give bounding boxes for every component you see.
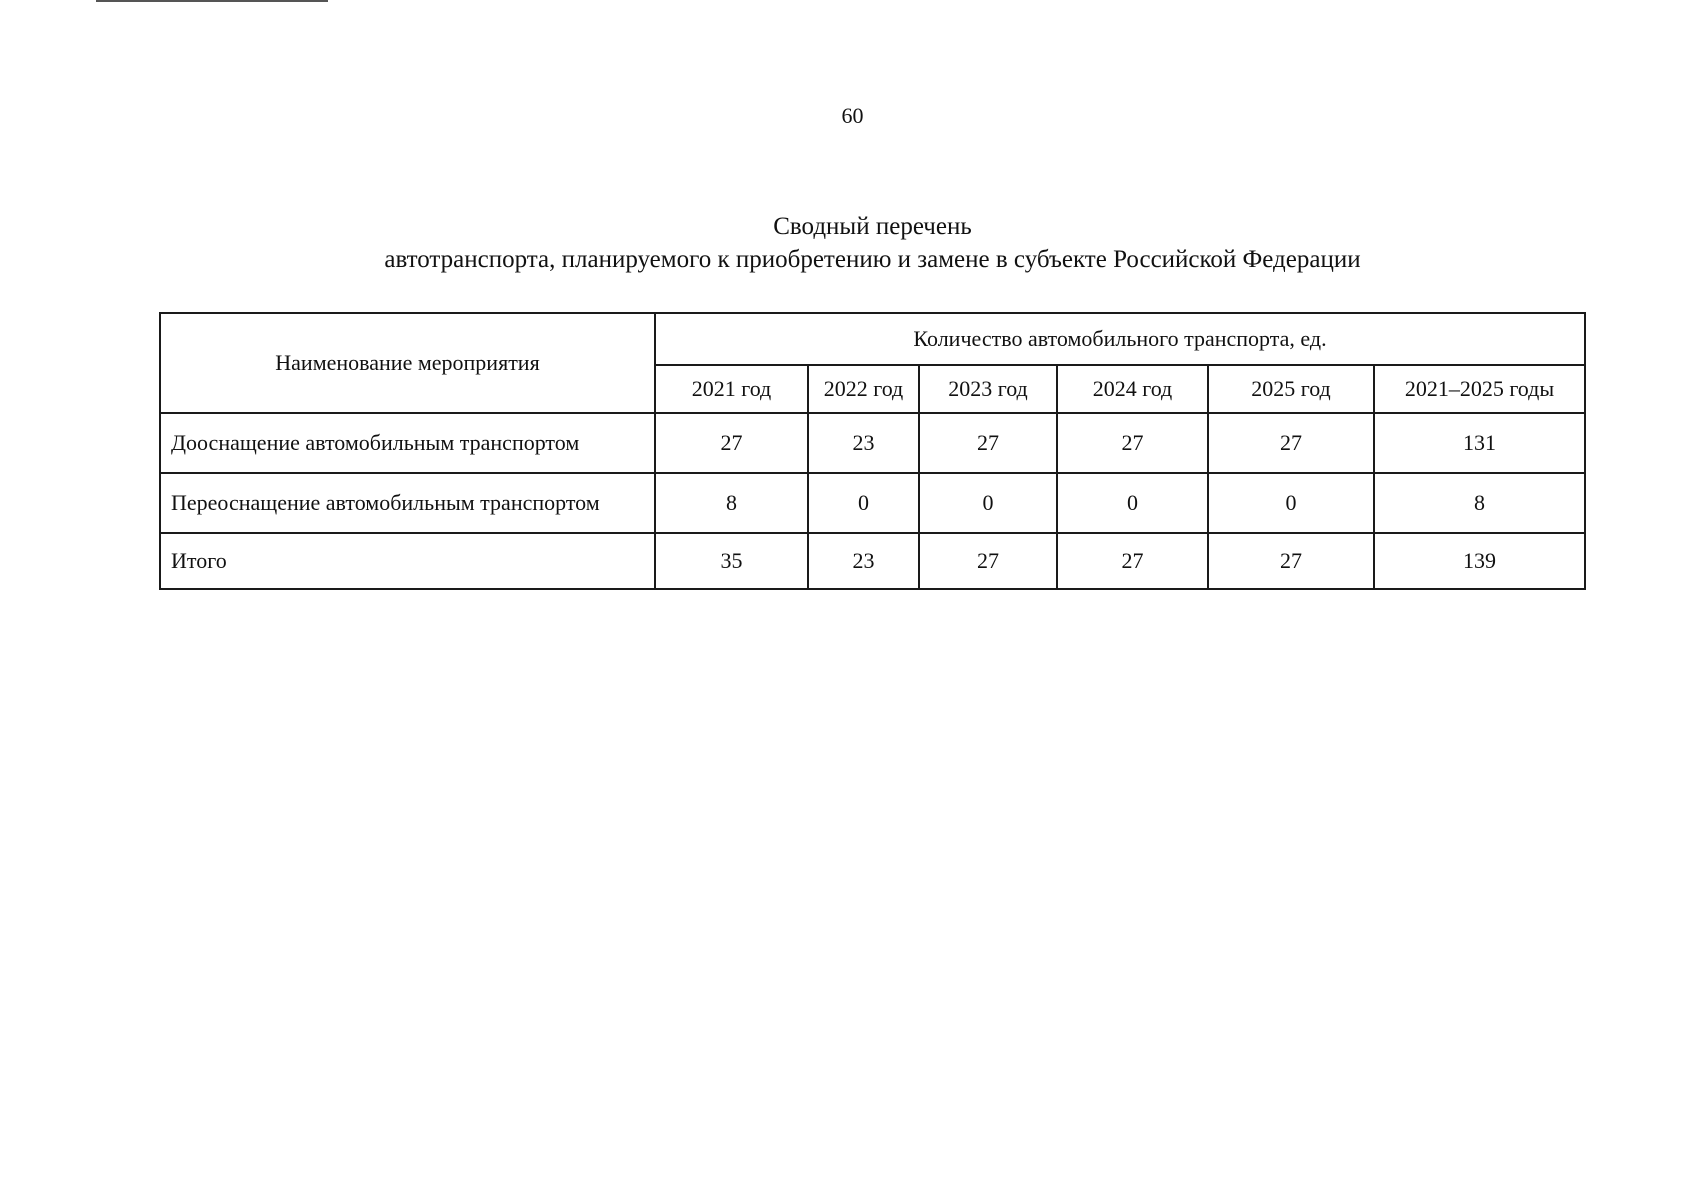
table-cell: 23 (808, 533, 919, 589)
table-cell: 27 (1208, 413, 1374, 473)
row-name: Переоснащение автомобильным транспортом (160, 473, 655, 533)
table-cell: 27 (1057, 533, 1208, 589)
table-cell: 139 (1374, 533, 1585, 589)
table-cell: 27 (655, 413, 808, 473)
table-row (160, 473, 1585, 533)
column-header-total: 2021–2025 годы (1374, 365, 1585, 413)
document-title (0, 210, 1705, 276)
table-cell: 35 (655, 533, 808, 589)
table-cell: 0 (1208, 473, 1374, 533)
column-header-2024: 2024 год (1057, 365, 1208, 413)
table-cell: 8 (655, 473, 808, 533)
table-cell: 23 (808, 413, 919, 473)
table-cell: 27 (919, 533, 1057, 589)
table-cell: 131 (1374, 413, 1585, 473)
table-cell: 0 (808, 473, 919, 533)
column-header-2023: 2023 год (919, 365, 1057, 413)
summary-table (159, 312, 1586, 590)
table-cell: 0 (1057, 473, 1208, 533)
row-name: Дооснащение автомобильным транспортом (160, 413, 655, 473)
title-line-1: Сводный перечень (773, 213, 972, 240)
table-cell: 27 (1057, 413, 1208, 473)
column-group-header: Количество автомобильного транспорта, ед. (655, 313, 1585, 365)
table-cell: 27 (919, 413, 1057, 473)
title-line-2: автотранспорта, планируемого к приобретению и замене в субъекте Российской Федерации (384, 246, 1361, 273)
page-number: 60 (841, 103, 864, 128)
top-rule (96, 0, 328, 2)
column-header-name: Наименование мероприятия (160, 313, 655, 413)
row-name: Итого (160, 533, 655, 589)
column-header-2025: 2025 год (1208, 365, 1374, 413)
table-cell: 8 (1374, 473, 1585, 533)
column-header-2021: 2021 год (655, 365, 808, 413)
table-cell: 0 (919, 473, 1057, 533)
table-row (160, 413, 1585, 473)
table-cell: 27 (1208, 533, 1374, 589)
table-row-total (160, 533, 1585, 589)
column-header-2022: 2022 год (808, 365, 919, 413)
